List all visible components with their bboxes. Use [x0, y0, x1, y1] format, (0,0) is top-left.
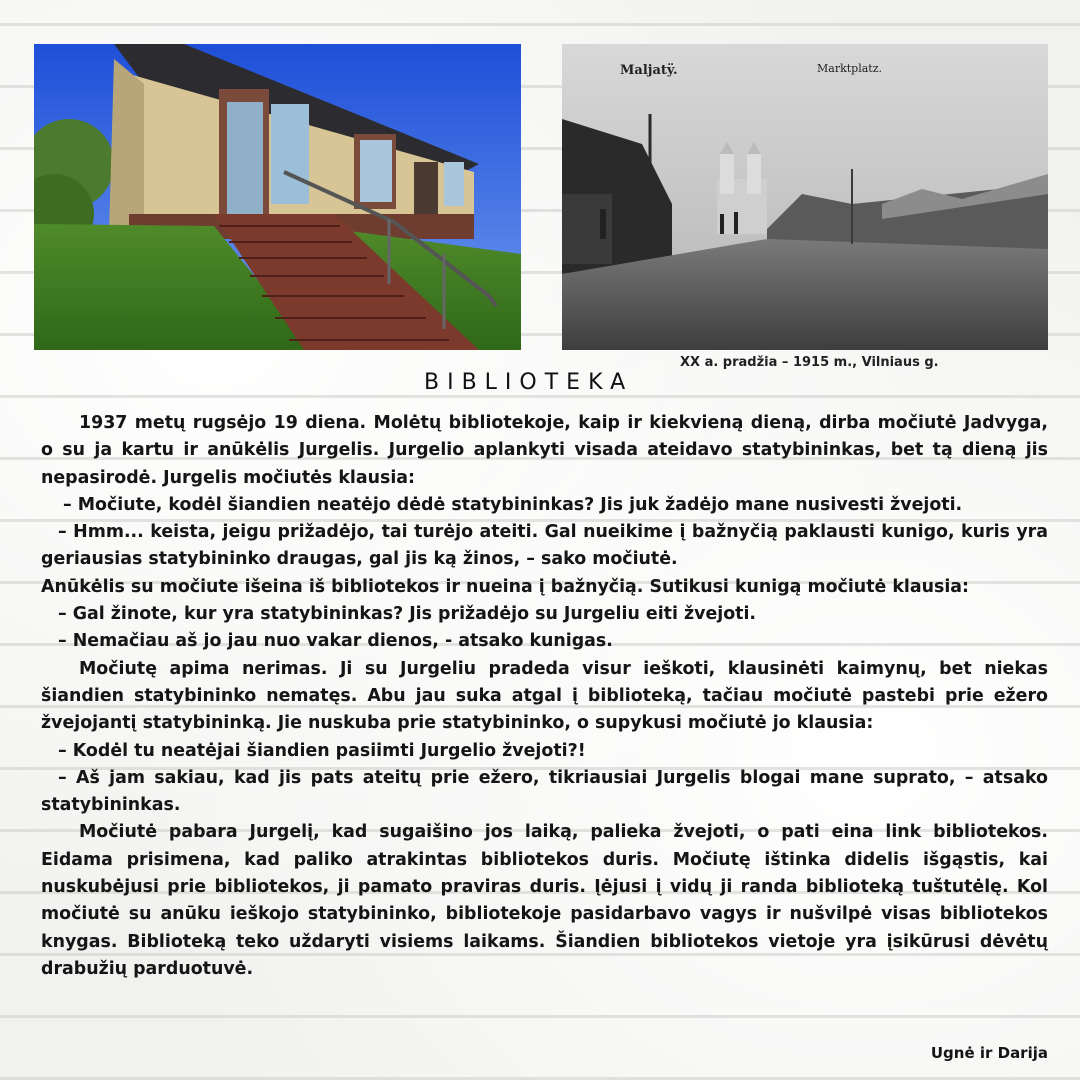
postcard-inscription-marketplace: Marktplatz.	[817, 62, 882, 75]
story-text	[41, 410, 1048, 983]
story-paragraph: Močiutę apima nerimas. Ji su Jurgeliu pradeda visur ieškoti, klausinėti kaimynų, bet niekas šiandien statybininko nematęs. Abu jau suka atgal į biblioteką, tačiau močiutė pastebi prie ežero žvejojantį statybininką. Jie nuskuba prie statybininko, o supykusi močiutė jo klausia:	[41, 658, 1048, 734]
story-paragraph: Močiutė pabara Jurgelį, kad sugaišino jos laiką, palieka žvejoti, o pati eina link bibliotekos. Eidama prisimena, kad paliko atrakintas bibliotekos duris. Močiutę ištinka didelis išgąstis, kai nuskubėjusi prie bibliotekos, ji pamato praviras duris. Įėjusi į vidų ji randa biblioteką tuštutėlę. Kol močiutė su anūku ieškojo statybininko, bibliotekoje pasidarbavo vagys ir nušvilpė visas bibliotekos knygas. Biblioteką teko uždaryti visiems laikams. Šiandien bibliotekos vietoje yra įsikūrusi dėvėtų drabužių parduotuvė.	[41, 822, 1048, 979]
author-signature: Ugnė ir Darija	[930, 1044, 1048, 1062]
historical-postcard-photo	[562, 44, 1048, 350]
postcard-inscription-town: Maljatÿ.	[620, 63, 678, 78]
story-paragraph: – Aš jam sakiau, kad jis pats ateitų prie ežero, tikriausiai Jurgelis blogai mane suprato, – atsako statybininkas.	[41, 767, 1048, 816]
story-paragraph: – Nemačiau aš jo jau nuo vakar dienos, - atsako kunigas.	[58, 631, 613, 652]
story-paragraph: – Gal žinote, kur yra statybininkas? Jis prižadėjo su Jurgeliu eiti žvejoti.	[58, 604, 757, 625]
postcard-illustration	[562, 44, 1048, 350]
photo-caption: XX a. pradžia – 1915 m., Vilniaus g.	[680, 355, 939, 370]
building-photo-illustration	[34, 44, 521, 350]
story-paragraph: – Močiute, kodėl šiandien neatėjo dėdė statybininkas? Jis juk žadėjo mane nusivesti žvejoti.	[63, 494, 963, 515]
story-paragraph: Anūkėlis su močiute išeina iš bibliotekos ir nueina į bažnyčią. Sutikusi kunigą močiutė klausia:	[41, 576, 969, 597]
page-title: BIBLIOTEKA	[424, 370, 634, 395]
story-paragraph: 1937 metų rugsėjo 19 diena. Molėtų bibliotekoje, kaip ir kiekvieną dieną, dirba močiutė Jadvyga, o su ja kartu ir anūkėlis Jurgelis. Jurgelio aplankyti visada ateidavo statybininkas, bet tą dieną jis nepasirodė. Jurgelis močiutės klausia:	[41, 413, 1048, 488]
building-photo	[34, 44, 521, 350]
story-paragraph: – Kodėl tu neatėjai šiandien pasiimti Jurgelio žvejoti?!	[58, 740, 586, 761]
story-paragraph: – Hmm... keista, jeigu prižadėjo, tai turėjo ateiti. Gal nueikime į bažnyčią paklausti kunigo, kuris yra geriausias statybininko draugas, gal jis ką žinos, – sako močiutė.	[41, 522, 1048, 570]
